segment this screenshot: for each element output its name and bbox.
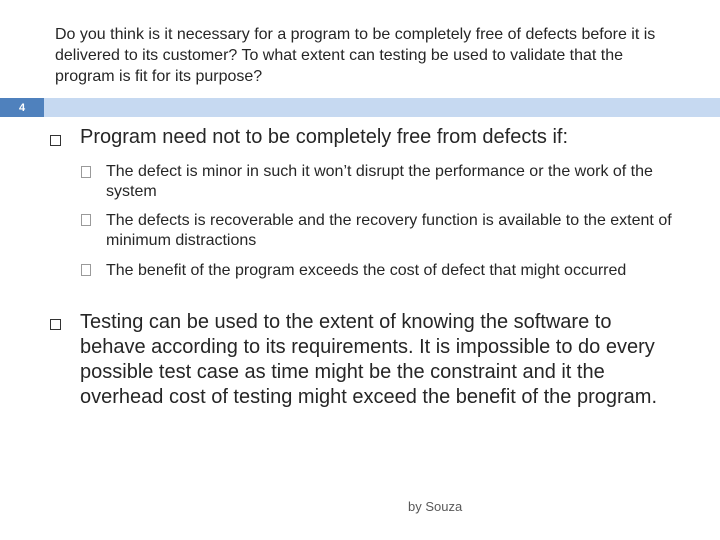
footer-author: by Souza [408,499,463,514]
bullet-point-2: Testing can be used to the extent of knowing the software to behave according to its requirements. It is impossible to do every possible test case as time might be the constraint and it the overhead cost of testing might exceed the benefit of the program. [80,311,658,408]
sub-bullet-icon [81,214,91,226]
bullet-square-icon [50,319,61,330]
sub-point-3: The benefit of the program exceeds the cost of defect that might occurred [106,262,627,279]
slide-title: Do you think is it necessary for a program to be completely free of defects before it is delivered to its customer? To what extent can testing be used to validate that the program is fit for its purpose? [55,26,656,85]
sub-bullet-icon [81,264,91,276]
bullet-square-icon [50,135,61,146]
sub-point-1: The defect is minor in such it won’t disrupt the performance or the work of the system [106,163,653,200]
sub-point-2: The defects is recoverable and the recovery function is available to the extent of minimum distractions [106,212,672,249]
slide-number: 4 [0,98,44,117]
sub-bullet-icon [81,166,91,178]
bullet-point-1: Program need not to be completely free from defects if: [80,126,569,148]
header-band [0,98,720,117]
